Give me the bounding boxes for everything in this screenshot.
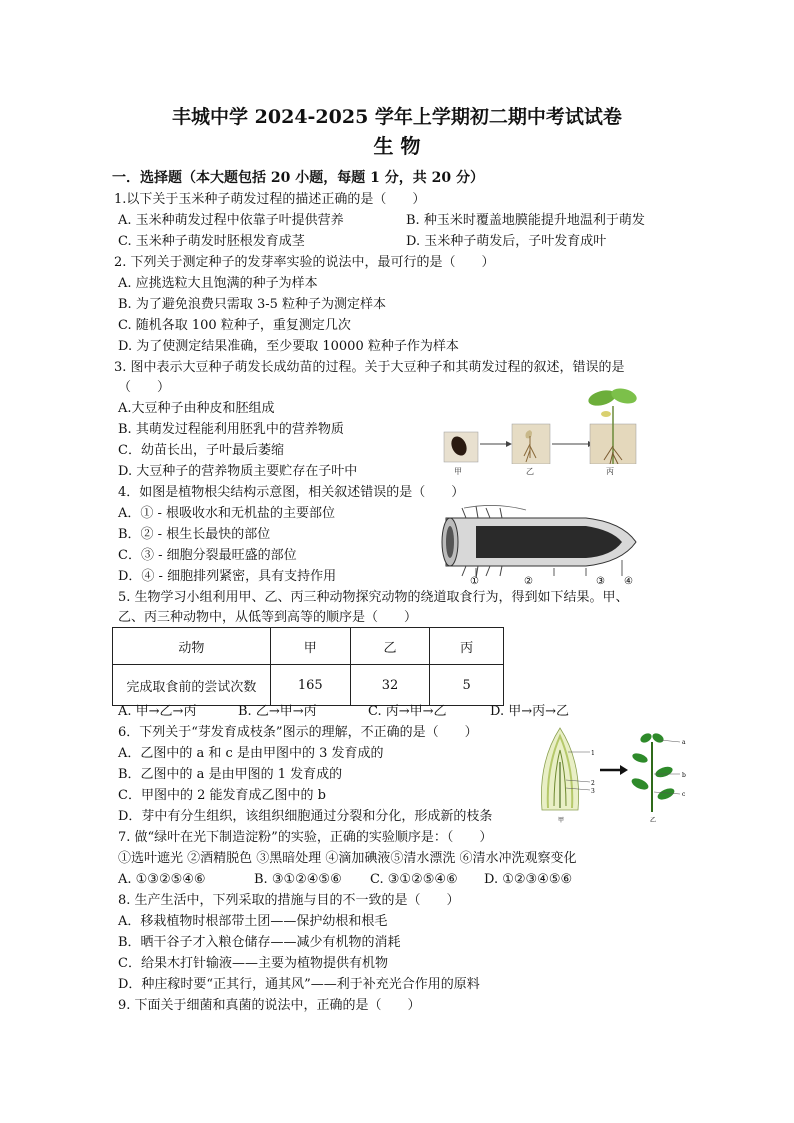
q4-option-c: C．③ - 细胞分裂最旺盛的部位 <box>118 548 297 563</box>
fig6-label-2: 2 <box>591 780 595 787</box>
q5-stem-line2: 乙、丙三种动物中，从低等到高等的顺序是（ ） <box>118 610 418 625</box>
q1-option-a: A. 玉米种萌发过程中依靠子叶提供营养 <box>118 213 344 228</box>
q7-option-a: A. ①③②⑤④⑥ <box>118 872 206 887</box>
fig3-label-bing: 丙 <box>606 467 614 476</box>
table-cell: 甲 <box>270 628 350 665</box>
q3-stem: 3. 图中表示大豆种子萌发长成幼苗的过程。关于大豆种子和其萌发过程的叙述，错误的是 <box>114 360 625 375</box>
q6-option-a: A．乙图中的 a 和 c 是由甲图中的 3 发育成的 <box>118 746 384 761</box>
q7-option-d: D. ①②③④⑤⑥ <box>484 872 573 887</box>
q1-option-c: C. 玉米种子萌发时胚根发育成茎 <box>118 234 305 249</box>
fig6-label-c: c <box>682 791 686 798</box>
fig4-label-3: ③ <box>596 576 605 586</box>
q9-stem: 9. 下面关于细菌和真菌的说法中，正确的是（ ） <box>118 998 421 1013</box>
fig6-label-yi: 乙 <box>650 817 657 824</box>
q8-option-a: A．移栽植物时根部带土团——保护幼根和根毛 <box>118 914 388 929</box>
fig6-label-jia: 甲 <box>558 817 565 824</box>
q8-option-b: B．晒干谷子才入粮仓储存——减少有机物的消耗 <box>118 935 401 950</box>
table-cell: 165 <box>270 665 350 706</box>
table-cell: 动物 <box>113 628 271 665</box>
q3-option-d: D. 大豆种子的营养物质主要贮存在子叶中 <box>118 464 358 479</box>
q2-option-c: C. 随机各取 100 粒种子，重复测定几次 <box>118 318 351 333</box>
q1-option-b: B. 种玉米时覆盖地膜能提升地温利于萌发 <box>406 213 645 228</box>
q4-option-b: B．② - 根生长最快的部位 <box>118 527 271 542</box>
bud-to-branch-figure <box>532 722 692 826</box>
q7-option-c: C. ③①②⑤④⑥ <box>370 872 458 887</box>
fig6-label-3: 3 <box>591 788 595 795</box>
fig3-label-yi: 乙 <box>526 467 534 476</box>
q8-option-c: C．给果木打针输液——主要为植物提供有机物 <box>118 956 388 971</box>
q2-option-a: A. 应挑选粒大且饱满的种子为样本 <box>118 276 318 291</box>
fig3-label-jia: 甲 <box>454 467 462 476</box>
q7-steps: ①选叶遮光 ②酒精脱色 ③黑暗处理 ④滴加碘液⑤清水漂洗 ⑥清水冲洗观察变化 <box>118 851 577 866</box>
q4-stem: 4．如图是植物根尖结构示意图，相关叙述错误的是（ ） <box>118 485 465 500</box>
fig6-label-1: 1 <box>591 750 595 757</box>
table-cell: 完成取食前的尝试次数 <box>113 665 271 706</box>
q1-stem: 1.以下关于玉米种子萌发过程的描述正确的是（ ） <box>114 192 426 207</box>
table-cell: 乙 <box>350 628 430 665</box>
q7-stem: 7. 做“绿叶在光下制造淀粉”的实验，正确的实验顺序是：（ ） <box>118 830 493 845</box>
fig6-label-b: b <box>682 772 686 779</box>
q8-option-d: D．种庄稼时要“正其行，通其风”——利于补充光合作用的原料 <box>118 977 480 992</box>
q5-stem: 5. 生物学习小组利用甲、乙、丙三种动物探究动物的绕道取食行为，得到如下结果。甲、 <box>118 590 629 605</box>
fig6-label-a: a <box>682 739 686 746</box>
q2-stem: 2. 下列关于测定种子的发芽率实验的说法中，最可行的是（ ） <box>114 255 495 270</box>
q6-option-d: D．芽中有分生组织，该组织细胞通过分裂和分化，形成新的枝条 <box>118 809 493 824</box>
table-cell: 丙 <box>430 628 504 665</box>
q6-option-c: C．甲图中的 2 能发育成乙图中的 b <box>118 788 326 803</box>
table-cell: 5 <box>430 665 504 706</box>
q5-option-d: D. 甲→丙→乙 <box>490 704 570 719</box>
q4-option-d: D．④ - 细胞排列紧密，具有支持作用 <box>118 569 337 584</box>
q2-option-d: D. 为了使测定结果准确，至少要取 10000 粒种子作为样本 <box>118 339 459 354</box>
q8-stem: 8. 生产生活中，下列采取的措施与目的不一致的是（ ） <box>118 893 460 908</box>
soybean-germination-figure <box>440 384 640 476</box>
q3-stem-blank: （ ） <box>118 380 171 395</box>
q6-option-b: B．乙图中的 a 是由甲图的 1 发育成的 <box>118 767 343 782</box>
fig4-label-4: ④ <box>624 576 633 586</box>
table-header-row <box>113 628 504 665</box>
q6-stem: 6．下列关于“芽发育成枝条”图示的理解，不正确的是（ ） <box>118 725 478 740</box>
q3-option-a: A.大豆种子由种皮和胚组成 <box>118 401 275 416</box>
table-row <box>113 665 504 706</box>
table-cell: 32 <box>350 665 430 706</box>
q3-option-b: B. 其萌发过程能利用胚乳中的营养物质 <box>118 422 344 437</box>
root-tip-figure <box>436 500 642 586</box>
fig4-label-1: ① <box>470 576 479 586</box>
exam-title: 丰城中学 2024-2025 学年上学期初二期中考试试卷 <box>172 106 622 128</box>
q5-option-c: C. 丙→甲→乙 <box>368 704 447 719</box>
q5-option-b: B. 乙→甲→丙 <box>238 704 317 719</box>
subject-title: 生 物 <box>373 134 421 158</box>
q3-option-c: C．幼苗长出，子叶最后萎缩 <box>118 443 284 458</box>
animal-trial-table <box>112 627 504 706</box>
fig4-label-2: ② <box>524 576 533 586</box>
q1-option-d: D. 玉米种子萌发后，子叶发育成叶 <box>406 234 607 249</box>
q2-option-b: B. 为了避免浪费只需取 3-5 粒种子为测定样本 <box>118 297 387 312</box>
q4-option-a: A．① - 根吸收水和无机盐的主要部位 <box>118 506 336 521</box>
q7-option-b: B. ③①②④⑤⑥ <box>254 872 342 887</box>
section-heading: 一．选择题（本大题包括 20 小题，每题 1 分，共 20 分） <box>112 170 484 186</box>
q5-option-a: A. 甲→乙→丙 <box>118 704 197 719</box>
